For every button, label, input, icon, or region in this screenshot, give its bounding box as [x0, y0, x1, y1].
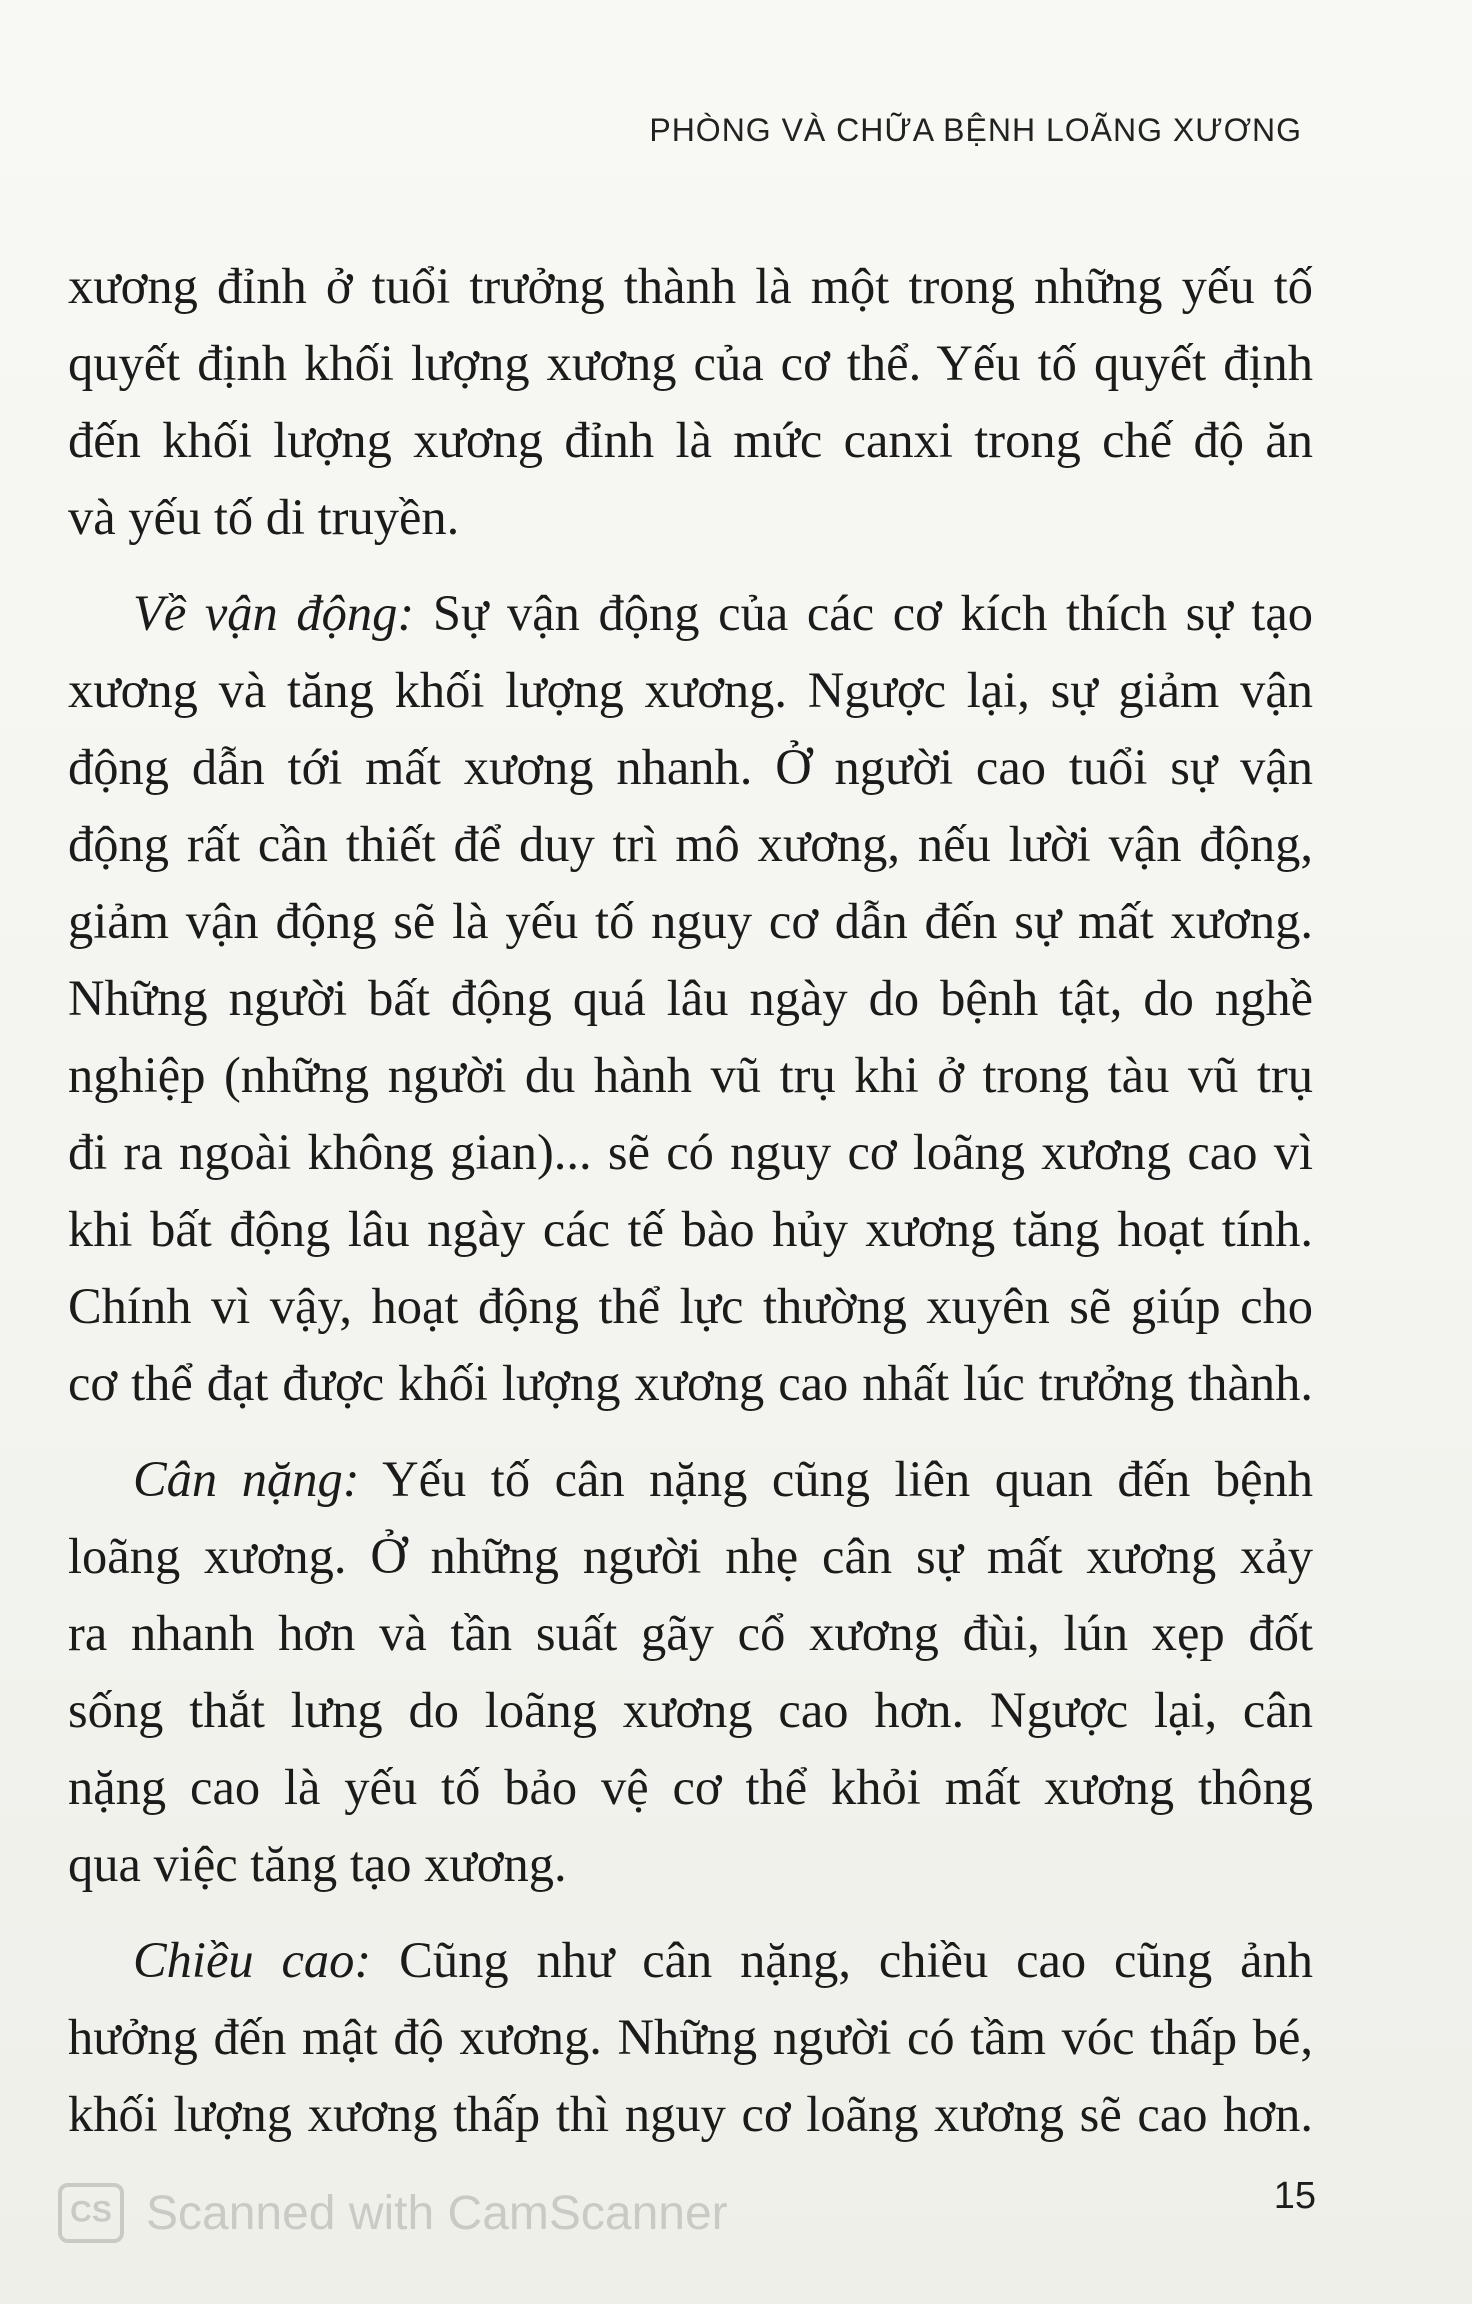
- text-line: động rất cần thiết để duy trì mô xương, nếu lười vận động,: [68, 816, 1313, 872]
- text-line: xương và tăng khối lượng xương. Ngược lại, sự giảm vận: [68, 662, 1313, 718]
- text-line-rest: Yếu tố cân nặng cũng liên quan đến bệnh: [359, 1451, 1314, 1507]
- text-line: giảm vận động sẽ là yếu tố nguy cơ dẫn đến sự mất xương.: [68, 893, 1313, 949]
- text-line: đến khối lượng xương đỉnh là mức canxi trong chế độ ăn: [68, 412, 1313, 468]
- text-line-first: [68, 1441, 1313, 1518]
- text-line: ra nhanh hơn và tần suất gãy cổ xương đùi, lún xẹp đốt: [68, 1605, 1313, 1661]
- text-line: cơ thể đạt được khối lượng xương cao nhất lúc trưởng thành.: [68, 1355, 1313, 1411]
- text-line: và yếu tố di truyền.: [68, 489, 460, 545]
- text-line-first: [68, 575, 1313, 652]
- camscanner-watermark: [58, 2183, 728, 2243]
- lead-in-weight: Cân nặng:: [133, 1451, 360, 1507]
- running-header: PHÒNG VÀ CHỮA BỆNH LOÃNG XƯƠNG: [649, 112, 1302, 148]
- text-line: qua việc tăng tạo xương.: [68, 1836, 567, 1892]
- text-line-rest: Sự vận động của các cơ kích thích sự tạo: [414, 585, 1314, 641]
- lead-in-height: Chiều cao:: [133, 1932, 372, 1988]
- paragraph-exercise: [68, 575, 1313, 1422]
- text-line: Những người bất động quá lâu ngày do bệnh tật, do nghề: [68, 970, 1313, 1026]
- text-line: Chính vì vậy, hoạt động thể lực thường xuyên sẽ giúp cho: [68, 1278, 1313, 1334]
- text-line: khối lượng xương thấp thì nguy cơ loãng xương sẽ cao hơn.: [68, 2086, 1313, 2142]
- paragraph-bone-peak: [68, 248, 1313, 556]
- text-line: động dẫn tới mất xương nhanh. Ở người cao tuổi sự vận: [68, 739, 1313, 795]
- text-line: quyết định khối lượng xương của cơ thể. Yếu tố quyết định: [68, 335, 1313, 391]
- camscanner-logo-icon: [58, 2183, 124, 2243]
- paragraph-height: [68, 1922, 1313, 2153]
- paragraph-weight: [68, 1441, 1313, 1903]
- text-line: hưởng đến mật độ xương. Những người có tầm vóc thấp bé,: [68, 2009, 1313, 2065]
- watermark-text: Scanned with CamScanner: [146, 2186, 728, 2240]
- text-line: nặng cao là yếu tố bảo vệ cơ thể khỏi mất xương thông: [68, 1759, 1313, 1815]
- text-line: sống thắt lưng do loãng xương cao hơn. Ngược lại, cân: [68, 1682, 1313, 1738]
- page-number: 15: [1273, 2175, 1316, 2217]
- text-line: loãng xương. Ở những người nhẹ cân sự mất xương xảy: [68, 1528, 1313, 1584]
- text-line: đi ra ngoài không gian)... sẽ có nguy cơ loãng xương cao vì: [68, 1124, 1313, 1180]
- text-line: nghiệp (những người du hành vũ trụ khi ở trong tàu vũ trụ: [68, 1047, 1313, 1103]
- text-line-first: [68, 1922, 1313, 1999]
- text-line: khi bất động lâu ngày các tế bào hủy xương tăng hoạt tính.: [68, 1201, 1313, 1257]
- camscanner-logo-text: CS: [70, 2195, 112, 2229]
- lead-in-exercise: Về vận động:: [133, 585, 415, 641]
- text-line: xương đỉnh ở tuổi trưởng thành là một trong những yếu tố: [68, 258, 1313, 314]
- text-line-rest: Cũng như cân nặng, chiều cao cũng ảnh: [371, 1932, 1313, 1988]
- body-text: [68, 248, 1313, 2153]
